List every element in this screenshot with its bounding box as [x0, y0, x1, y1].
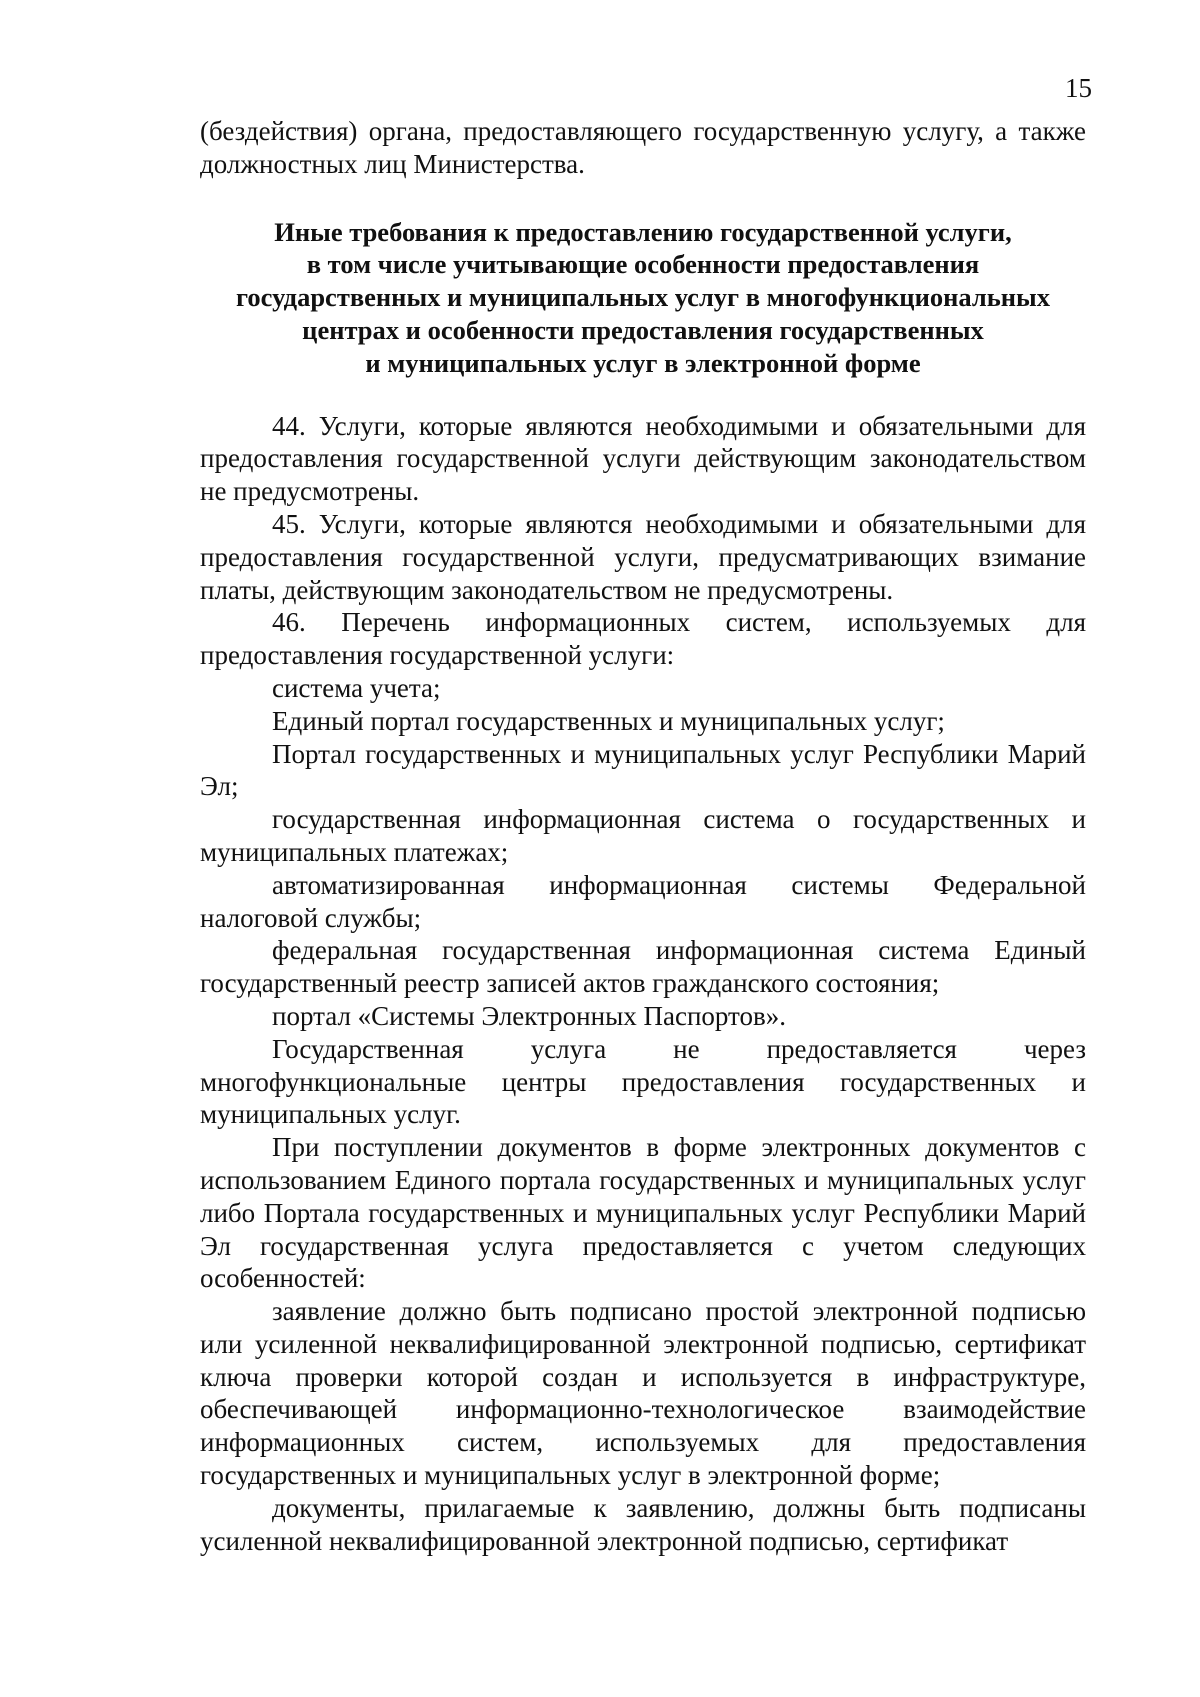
- document-body: [200, 115, 1086, 1557]
- paragraph-attached-documents: документы, прилагаемые к заявлению, должны быть подписаны усиленной неквалифицированной электронной подписью, сертификат: [200, 1492, 1086, 1556]
- heading-line: в том числе учитывающие особенности предоставления: [306, 249, 980, 280]
- list-item-accounting-system: система учета;: [272, 672, 441, 703]
- list-item-unified-portal: Единый портал государственных и муниципальных услуг;: [272, 705, 945, 736]
- heading-line: Иные требования к предоставлению государственной услуги,: [274, 216, 1012, 247]
- paragraph-mfc: Государственная услуга не предоставляется через многофункциональные центры предоставления государственных и муниципальных услуг.: [200, 1033, 1086, 1130]
- heading-line: центрах и особенности предоставления государственных: [302, 314, 984, 345]
- heading-line: и муниципальных услуг в электронной форме: [365, 347, 921, 378]
- heading-line: государственных и муниципальных услуг в многофункциональных: [236, 282, 1050, 313]
- list-item-tax-service-system: автоматизированная информационная системы Федеральной налоговой службы;: [200, 869, 1086, 933]
- list-item-passport-portal: портал «Системы Электронных Паспортов».: [272, 1000, 786, 1031]
- paragraph-45: 45. Услуги, которые являются необходимыми и обязательными для предоставления государственной услуги, предусматривающих взимание платы, действующим законодательством не предусмотрены.: [200, 508, 1086, 605]
- intro-paragraph: (бездействия) органа, предоставляющего государственную услугу, а также должностных лиц Министерства.: [200, 116, 1086, 179]
- paragraph-46: 46. Перечень информационных систем, используемых для предоставления государственной услуги:: [200, 607, 1086, 671]
- paragraph-44: 44. Услуги, которые являются необходимыми и обязательными для предоставления государственной услуги действующим законодательством не предусмотрены.: [200, 410, 1086, 507]
- list-item-mari-el-portal: Портал государственных и муниципальных услуг Республики Марий Эл;: [200, 738, 1086, 802]
- list-item-payments-system: государственная информационная система о государственных и муниципальных платежах;: [200, 804, 1086, 867]
- paragraph-electronic-documents: При поступлении документов в форме электронных документов с использованием Единого портала государственных и муниципальных услуг либо Портала государственных и муниципальных услуг Республики Марий Эл государственная услуга предоставляется с учетом следующих особенностей:: [200, 1132, 1086, 1294]
- page-number: 15: [1065, 73, 1092, 103]
- list-item-civil-registry: федеральная государственная информационная система Единый государственный реестр записей актов гражданского состояния;: [200, 935, 1086, 999]
- section-heading: [200, 216, 1086, 380]
- paragraph-application-signature: заявление должно быть подписано простой электронной подписью или усиленной неквалифицированной электронной подписью, сертификат ключа проверки которой создан и используется в инфраструктуре, обеспечивающей информационно-технологическое взаимодействие информационных систем, используемых для предоставления государственных и муниципальных услуг в электронной форме;: [200, 1296, 1086, 1491]
